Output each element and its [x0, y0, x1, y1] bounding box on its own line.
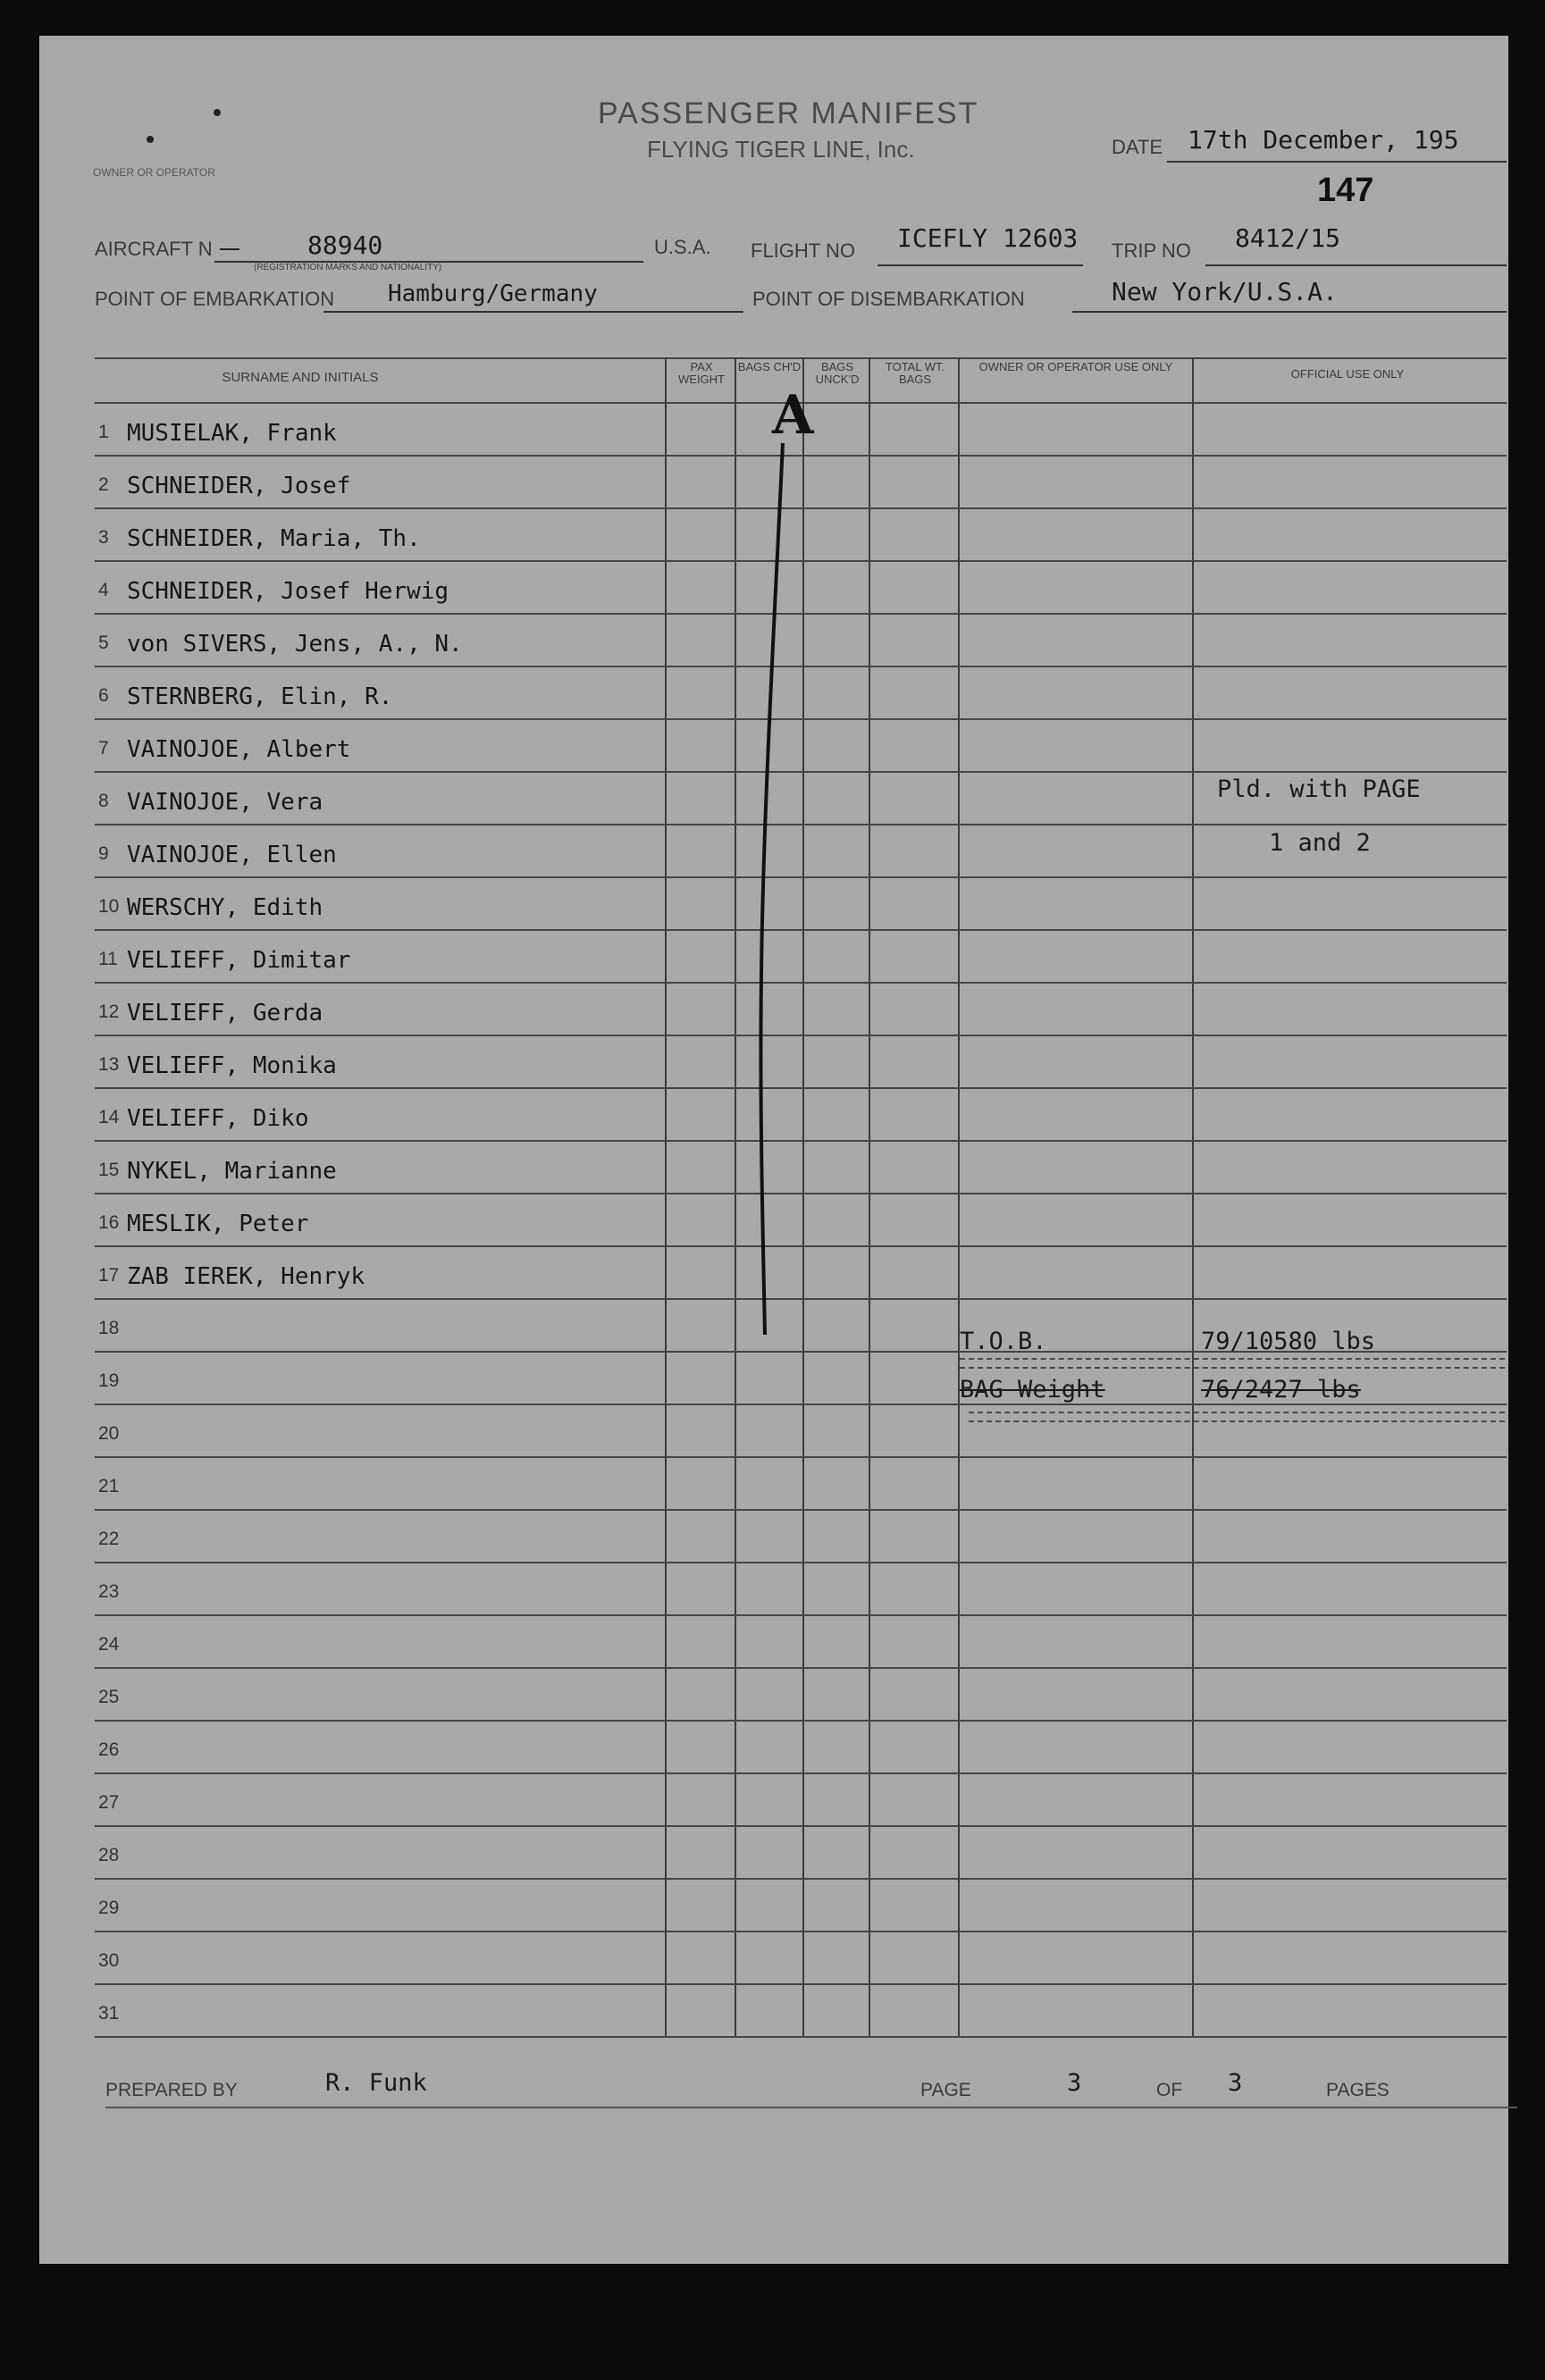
row-number: 17	[98, 1265, 120, 1286]
row-number: 28	[98, 1845, 120, 1865]
passenger-name: VELIEFF, Gerda	[127, 1000, 323, 1027]
table-column-divider	[665, 357, 667, 2036]
table-row-rule	[95, 1509, 1507, 1511]
row-number: 14	[98, 1107, 120, 1127]
col-header-bags-chkd: BAGS CH'D	[737, 360, 802, 373]
table-row-rule	[95, 1193, 1507, 1194]
table-row-rule	[95, 2036, 1507, 2038]
table-row-rule	[95, 1562, 1507, 1563]
table-row-rule	[95, 1614, 1507, 1616]
tob-label: T.O.B.	[960, 1328, 1047, 1355]
date-value: 17th December, 195	[1188, 125, 1459, 155]
row-number: 27	[98, 1792, 120, 1813]
disembark-underline	[1072, 311, 1507, 313]
table-row-rule	[95, 1667, 1507, 1669]
passenger-name: MESLIK, Peter	[127, 1211, 309, 1237]
row-number: 8	[98, 791, 109, 811]
bag-weight-dashed-rule	[969, 1412, 1505, 1415]
row-number: 1	[98, 422, 109, 442]
aircraft-note: (REGISTRATION MARKS AND NATIONALITY)	[254, 263, 442, 272]
row-number: 29	[98, 1898, 120, 1918]
row-number: 31	[98, 2003, 120, 2024]
disembark-label: POINT OF DISEMBARKATION	[752, 288, 1025, 310]
embark-value: Hamburg/Germany	[388, 281, 598, 307]
airline-name: FLYING TIGER LINE, Inc.	[647, 136, 915, 163]
tob-value: 79/10580 lbs	[1201, 1328, 1376, 1355]
official-note-2: 1 and 2	[1269, 829, 1371, 857]
table-top-rule	[95, 357, 1507, 359]
prepared-by-label: PREPARED BY	[105, 2080, 238, 2100]
bag-weight-dashed-rule-2	[969, 1420, 1505, 1424]
passenger-name: STERNBERG, Elin, R.	[127, 683, 393, 710]
passenger-name: VELIEFF, Diko	[127, 1105, 309, 1132]
date-label: DATE	[1112, 136, 1163, 158]
passenger-name: SCHNEIDER, Josef Herwig	[127, 578, 449, 605]
table-row-rule	[95, 455, 1507, 457]
table-row-rule	[95, 1087, 1507, 1089]
row-number: 22	[98, 1529, 120, 1549]
disembark-value: New York/U.S.A.	[1112, 277, 1338, 306]
table-row-rule	[95, 1035, 1507, 1036]
passenger-name: VAINOJOE, Vera	[127, 789, 323, 816]
bag-mark: A	[772, 384, 814, 447]
row-number: 13	[98, 1054, 120, 1075]
nationality: U.S.A.	[654, 236, 711, 258]
table-column-divider	[802, 357, 804, 2036]
col-header-bags-unckd: BAGS UNCK'D	[815, 360, 860, 386]
table-row-rule	[95, 1140, 1507, 1142]
date-underline	[1167, 161, 1507, 163]
prepared-by-value: R. Funk	[325, 2069, 427, 2097]
table-column-divider	[1192, 357, 1194, 2036]
bag-weight-value: 76/2427 lbs	[1201, 1376, 1361, 1404]
col-header-owner-use: OWNER OR OPERATOR USE ONLY	[978, 360, 1173, 373]
table-row-rule	[95, 1456, 1507, 1458]
table-row-rule	[95, 1720, 1507, 1722]
trip-underline	[1205, 264, 1507, 266]
table-row-rule	[95, 771, 1507, 773]
row-number: 10	[98, 896, 120, 917]
row-number: 23	[98, 1581, 120, 1602]
table-row-rule	[95, 1404, 1507, 1405]
table-column-divider	[869, 357, 870, 2036]
of-value: 3	[1228, 2069, 1243, 2097]
embark-underline	[323, 311, 743, 313]
row-number: 3	[98, 527, 109, 548]
document-title: PASSENGER MANIFEST	[598, 96, 979, 130]
passenger-name: WERSCHY, Edith	[127, 894, 323, 921]
table-row-rule	[95, 666, 1507, 667]
row-number: 21	[98, 1476, 120, 1496]
row-number: 30	[98, 1950, 120, 1971]
table-row-rule	[95, 1772, 1507, 1774]
col-header-name: SURNAME AND INITIALS	[222, 370, 379, 385]
row-number: 4	[98, 580, 109, 600]
handwritten-bracket-line	[745, 438, 799, 1340]
page-label: PAGE	[920, 2080, 971, 2100]
table-row-rule	[95, 824, 1507, 825]
table-row-rule	[95, 507, 1507, 509]
bag-weight-label: BAG Weight	[960, 1376, 1105, 1404]
row-number: 7	[98, 738, 109, 758]
aircraft-value: 88940	[307, 230, 383, 260]
embark-label: POINT OF EMBARKATION	[95, 288, 335, 310]
row-number: 15	[98, 1160, 120, 1180]
table-row-rule	[95, 613, 1507, 615]
flight-label: FLIGHT NO	[751, 239, 855, 262]
passenger-name: SCHNEIDER, Josef	[127, 473, 351, 499]
table-row-rule	[95, 1298, 1507, 1300]
passenger-name: NYKEL, Marianne	[127, 1158, 337, 1185]
row-number: 20	[98, 1423, 120, 1444]
sheet-number: 147	[1317, 172, 1374, 209]
table-row-rule	[95, 718, 1507, 720]
pages-label: PAGES	[1326, 2080, 1390, 2100]
row-number: 25	[98, 1687, 120, 1707]
tob-dashed-rule	[960, 1358, 1505, 1362]
table-row-rule	[95, 1245, 1507, 1247]
row-number: 26	[98, 1739, 120, 1760]
passenger-name: SCHNEIDER, Maria, Th.	[127, 525, 421, 552]
table-row-rule	[95, 982, 1507, 984]
passenger-name: MUSIELAK, Frank	[127, 420, 337, 447]
manifest-sheet	[39, 36, 1508, 2264]
of-label: OF	[1156, 2080, 1183, 2100]
owner-operator-label: OWNER OR OPERATOR	[93, 166, 215, 179]
col-header-total-wt: TOTAL WT. BAGS	[885, 360, 945, 386]
passenger-name: von SIVERS, Jens, A., N.	[127, 631, 463, 658]
table-row-rule	[95, 876, 1507, 878]
table-row-rule	[95, 1983, 1507, 1985]
row-number: 12	[98, 1001, 120, 1022]
row-number: 16	[98, 1212, 120, 1233]
manifest-table	[95, 322, 1507, 2024]
trip-label: TRIP NO	[1112, 239, 1191, 262]
page-value: 3	[1067, 2069, 1082, 2097]
row-number: 9	[98, 843, 109, 864]
col-header-official-use: OFFICIAL USE ONLY	[1290, 367, 1405, 381]
passenger-name: VELIEFF, Dimitar	[127, 947, 351, 974]
row-number: 19	[98, 1370, 120, 1391]
col-header-pax-weight: PAX WEIGHT	[678, 360, 725, 386]
table-row-rule	[95, 1825, 1507, 1827]
trip-value: 8412/15	[1235, 223, 1341, 253]
flight-underline	[877, 264, 1083, 266]
row-number: 11	[98, 949, 118, 969]
row-number: 2	[98, 474, 109, 495]
aircraft-dash	[220, 248, 239, 250]
ink-dot	[214, 109, 221, 116]
passenger-name: ZAB IEREK, Henryk	[127, 1263, 365, 1290]
passenger-name: VELIEFF, Monika	[127, 1052, 337, 1079]
row-number: 6	[98, 685, 109, 706]
passenger-name: VAINOJOE, Ellen	[127, 842, 337, 868]
table-row-rule	[95, 560, 1507, 562]
row-number: 18	[98, 1318, 120, 1338]
table-row-rule	[95, 929, 1507, 931]
row-number: 5	[98, 633, 109, 653]
official-note-1: Pld. with PAGE	[1217, 775, 1421, 803]
footer-rule	[105, 2107, 1517, 2108]
ink-dot	[147, 136, 154, 143]
table-column-divider	[735, 357, 736, 2036]
tob-dashed-rule-2	[960, 1367, 1505, 1370]
passenger-name: VAINOJOE, Albert	[127, 736, 351, 763]
table-row-rule	[95, 1878, 1507, 1880]
table-column-divider	[958, 357, 960, 2036]
aircraft-label: AIRCRAFT N	[95, 238, 213, 260]
table-row-rule	[95, 1931, 1507, 1932]
row-number: 24	[98, 1634, 120, 1655]
flight-value: ICEFLY 12603	[897, 223, 1079, 253]
